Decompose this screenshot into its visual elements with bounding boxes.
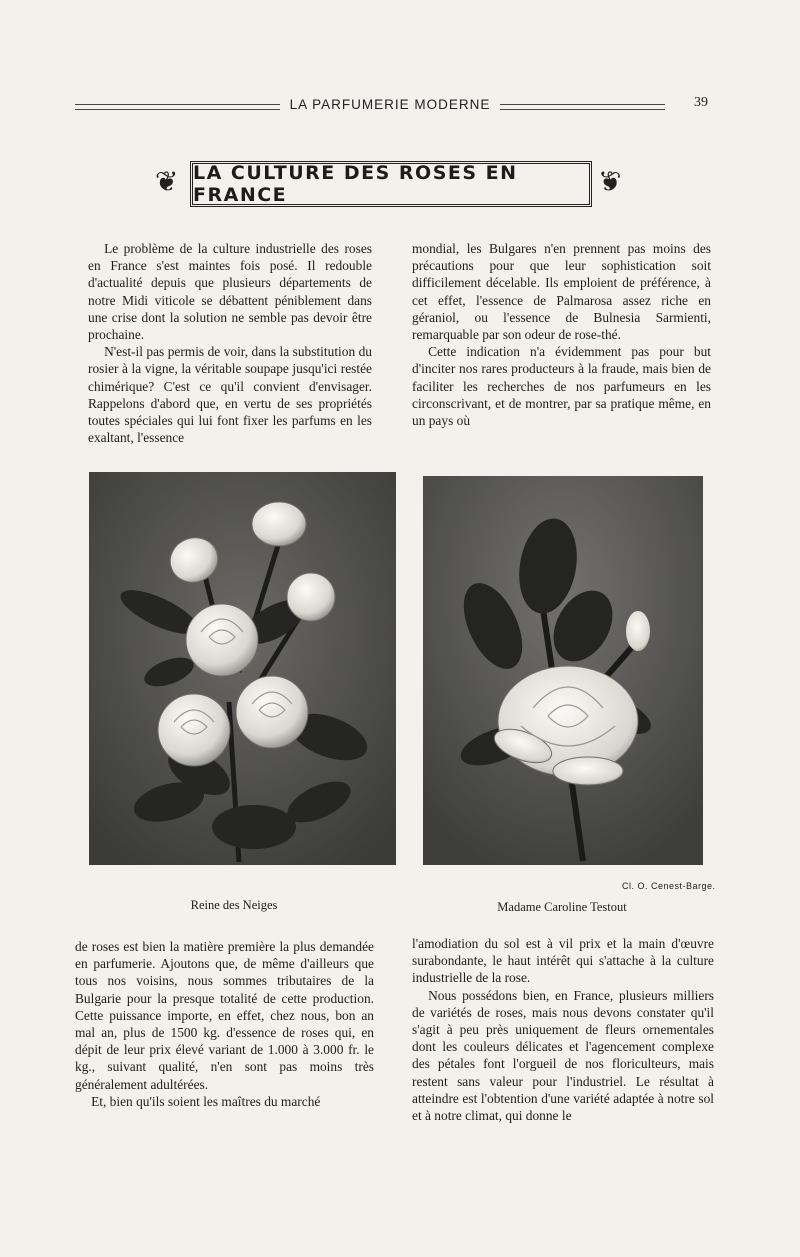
column-top-right (412, 240, 711, 429)
paragraph: l'amodiation du sol est à vil prix et la main d'œuvre surabondante, le haut intérêt qui s'attache à la culture industrielle de la rose. (412, 936, 714, 986)
rose-bouquet-image (89, 472, 396, 865)
header-rule-left (75, 104, 280, 110)
paragraph: mondial, les Bulgares n'en prennent pas moins des précautions pour que leur sophistication soit difficilement décelable. Ils emploient de préférence, à cet effet, l'essence de Palmarosa assez riche en géraniol, ou l'essence de Bulnesia Sarmienti, remarquable par son odeur de rose-thé. (412, 241, 711, 343)
header-rule-right (500, 104, 665, 110)
paragraph: Cette indication n'a évidemment pas pour but d'inciter nos rares producteurs à la fraude, mais bien de faciliter les recherches de nos parfumeurs en les circonscrivant, et de montrer, par sa pratique même, en un pays où (412, 344, 711, 429)
caption-left: Reine des Neiges (190, 898, 278, 912)
left-ornament-icon: ❦ (155, 165, 179, 198)
page-number: 39 (694, 95, 708, 110)
photo-madame-caroline-testout (423, 476, 703, 865)
column-top-left (88, 240, 372, 446)
running-header-title: LA PARFUMERIE MODERNE (289, 97, 491, 112)
right-ornament-icon: ❦ (598, 165, 622, 198)
column-bottom-left (75, 938, 374, 1110)
paragraph: Le problème de la culture industrielle des roses en France s'est maintes fois posé. Il redouble d'actualité depuis que plusieurs départements de notre Midi viticole se débattent péniblement dans une crise dont la solution ne semble pas devoir être prochaine. (88, 241, 372, 343)
paragraph: Et, bien qu'ils soient les maîtres du marché (91, 1093, 321, 1109)
paragraph: de roses est bien la matière première la plus demandée en parfumerie. Ajoutons que, de même d'ailleurs que tous nos voisins, nous sommes tributaires de la Bulgarie pour la presque totalité de cette production. Cette puissance importe, en effet, chez nous, bon an mal an, plus de 1500 kg. d'essence de roses qui, en dépit de leur prix élevé variant de 1.000 à 3.000 fr. le kg., suivant qualité, n'en sont pas moins très généralement adultérées. (75, 939, 374, 1092)
caption-right: Madame Caroline Testout (497, 900, 627, 914)
paragraph: Nous possédons bien, en France, plusieurs milliers de variétés de roses, mais nous devons constater qu'il s'agit à peu près uniquement de fleurs ornementales dont les couleurs délicates et l'agencement complexe des pétales font l'orgueil de nos floriculteurs, mais restent sans valeur pour l'industriel. Le résultat à atteindre est l'obtention d'une variété adaptée à notre sol et à notre climat, qui donne le (412, 987, 714, 1124)
paragraph: N'est-il pas permis de voir, dans la substitution du rosier à la vigne, la véritable soupape jusqu'ici restée chimérique? C'est ce qu'il convient d'envisager. Rappelons d'abord que, en vertu de ses propriétés toutes spéciales qui lui font fixer les parfums en les exaltant, l'essence (88, 344, 372, 446)
photo-reine-des-neiges (89, 472, 396, 865)
article-title-banner (190, 161, 592, 207)
single-rose-image (423, 476, 703, 865)
photo-credit: Cl. O. Cenest-Barge. (622, 881, 716, 891)
article-title: LA CULTURE DES ROSES EN FRANCE (193, 162, 518, 206)
column-bottom-right (412, 935, 714, 1124)
